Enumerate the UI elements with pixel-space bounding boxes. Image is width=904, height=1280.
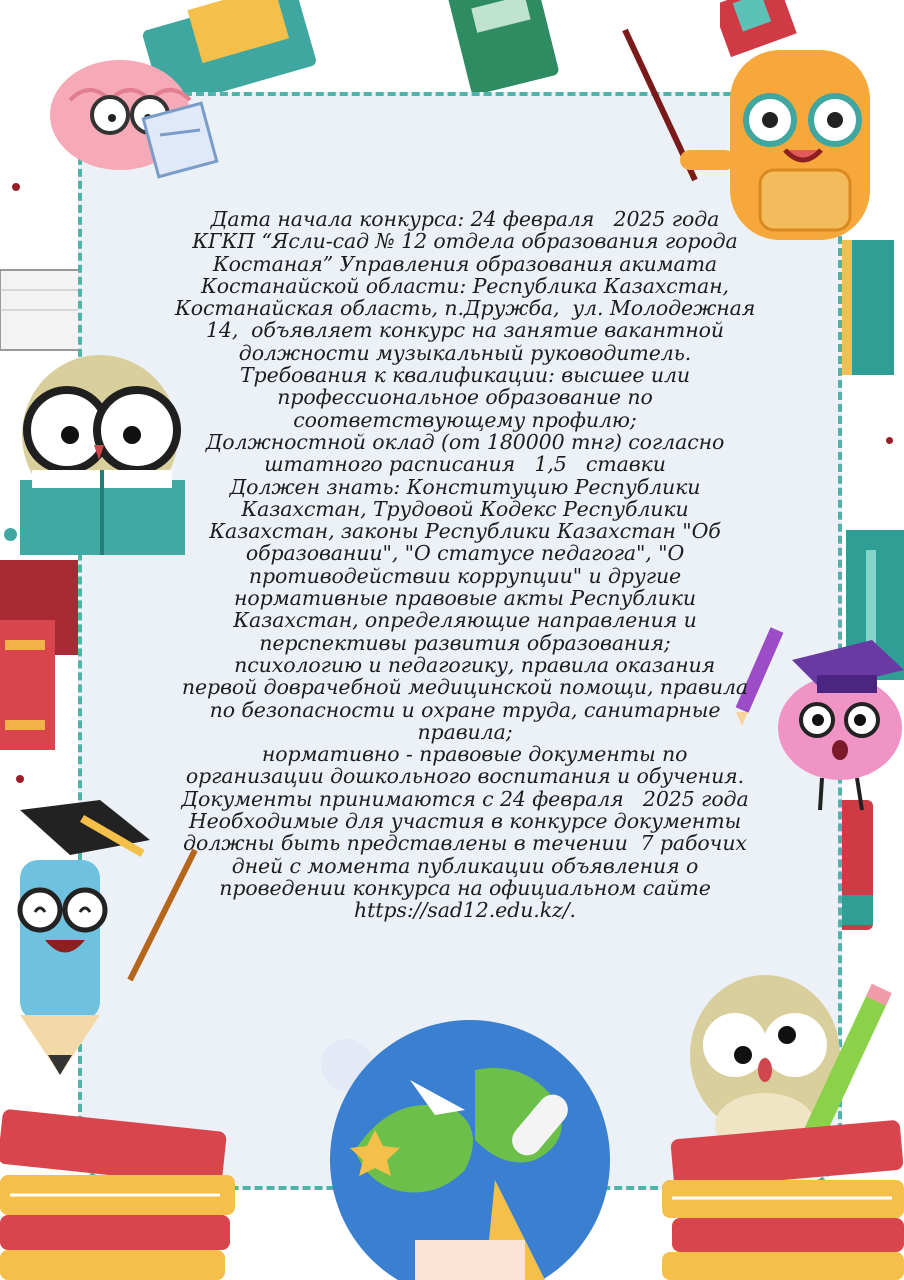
text-line: 14, объявляет конкурс на занятие вакантной: [205, 318, 725, 343]
text-line: штатного расписания 1,5 ставки: [264, 452, 666, 477]
text-line: Костанайская область, п.Дружба, ул. Молодежная: [175, 296, 756, 321]
text-line: противодействии коррупции" и другие: [248, 563, 682, 588]
text-line: по безопасности и охране труда, санитарные: [209, 697, 721, 722]
text-line: Костаная” Управления образования акимата: [212, 251, 718, 276]
text-line: должны быть представлены в течении 7 рабочих: [183, 831, 747, 856]
left-red-books-icon: [0, 560, 85, 760]
text-line: Необходимые для участия в конкурсе документы: [188, 809, 742, 834]
text-line: Казахстан, определяющие направления и: [233, 608, 697, 633]
text-line: проведении конкурса на официальном сайте: [219, 875, 711, 900]
decor-dot: [12, 183, 20, 191]
website-link[interactable]: https://sad12.edu.kz/.: [354, 898, 576, 923]
decor-dot: [16, 775, 24, 783]
text-line: психологию и педагогику, правила оказания: [214, 652, 716, 677]
text-line: Должен знать: Конституцию Республики: [229, 474, 701, 499]
pencil-character-icon: [0, 800, 200, 1075]
top-green-book-icon: [440, 0, 590, 95]
text-line: нормативно - правовые документы по: [242, 742, 688, 767]
globe-rocket-icon: [315, 1010, 615, 1280]
decor-dot: [886, 437, 893, 444]
text-line: нормативные правовые акты Республики: [234, 586, 696, 611]
text-line: Требования к квалификации: высшее или: [239, 363, 691, 388]
text-line: перспективы развития образования;: [259, 630, 671, 655]
text-line: профессиональное образование по: [277, 385, 653, 410]
text-line: соответствующему профилю;: [293, 407, 637, 432]
text-line: Казахстан, Трудовой Кодекс Республики: [241, 496, 689, 521]
brain-reading-icon: [40, 40, 240, 190]
book-stack-icon: [662, 1110, 904, 1280]
text-line: Документы принимаются с 24 февраля 2025 года: [181, 786, 749, 811]
text-line: Казахстан, законы Республики Казахстан "Об: [209, 519, 721, 544]
text-line: первой доврачебной медицинской помощи, правила: [181, 675, 749, 700]
text-line: правила;: [417, 719, 513, 744]
text-line: образовании", "О статусе педагога", "О: [245, 541, 685, 566]
announcement-text: [175, 208, 755, 922]
text-line: КГКП “Ясли-сад № 12 отдела образования города: [192, 229, 738, 254]
text-line: должности музыкальный руководитель.: [238, 340, 692, 365]
text-line: Должностной оклад (от 180000 тнг) согласно: [205, 429, 725, 454]
text-line: Костанайской области: Республика Казахстан,: [201, 273, 729, 298]
text-line: организации дошкольного воспитания и обучения.: [185, 764, 745, 789]
text-line: дней с момента публикации объявления о: [231, 853, 699, 878]
owl-reading-icon: [12, 345, 192, 560]
book-stack-icon: [0, 1100, 240, 1280]
text-line: Дата начала конкурса: 24 февраля 2025 года: [210, 207, 720, 231]
